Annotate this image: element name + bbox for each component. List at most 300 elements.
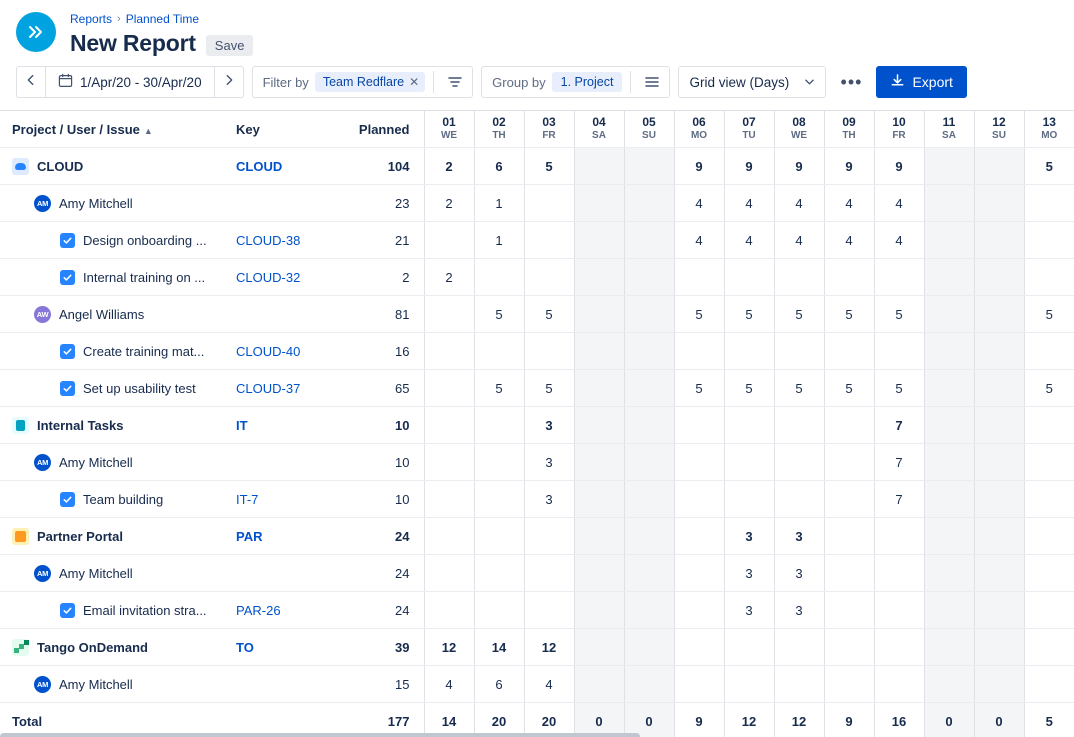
issue-key-link[interactable]: TO (236, 639, 254, 655)
issue-key-link[interactable]: CLOUD-32 (236, 269, 301, 285)
cell-key (228, 148, 314, 185)
close-icon[interactable]: ✕ (409, 75, 420, 89)
cell-day-04[interactable] (574, 518, 624, 555)
cell-day-06[interactable] (674, 555, 724, 592)
cell-day-07[interactable] (724, 259, 774, 296)
row-label-group (12, 639, 228, 656)
cell-key (228, 370, 314, 407)
cell-day-08[interactable]: 5 (774, 296, 824, 333)
cell-day-11[interactable] (924, 407, 974, 444)
issue-key-link[interactable]: IT-7 (236, 491, 259, 507)
cell-day-13[interactable] (1024, 444, 1074, 481)
cell-key (228, 518, 314, 555)
cell-day-03[interactable]: 5 (524, 370, 574, 407)
breadcrumb-reports-link[interactable]: Reports (70, 12, 113, 26)
cell-day-08[interactable]: 4 (774, 222, 824, 259)
cell-day-02[interactable]: 1 (474, 222, 524, 259)
cell-day-02[interactable] (474, 259, 524, 296)
view-mode-select[interactable] (678, 66, 826, 98)
cell-day-08[interactable]: 9 (774, 148, 824, 185)
filter-icon[interactable] (442, 69, 468, 95)
column-header-day-07 (724, 111, 774, 148)
cell-day-03[interactable] (524, 222, 574, 259)
cell-day-13[interactable] (1024, 185, 1074, 222)
total-day-02: 20 (474, 703, 524, 737)
cell-day-06[interactable] (674, 444, 724, 481)
cell-day-03[interactable]: 12 (524, 629, 574, 666)
cell-day-01[interactable] (424, 370, 474, 407)
task-icon (60, 344, 75, 359)
cell-day-09[interactable]: 4 (824, 222, 874, 259)
cell-day-09[interactable]: 9 (824, 148, 874, 185)
cell-day-03[interactable]: 3 (524, 407, 574, 444)
cell-planned: 2 (314, 259, 424, 296)
filter-chip-team-redflare[interactable] (315, 72, 425, 92)
cell-day-10[interactable]: 7 (874, 407, 924, 444)
cell-day-04[interactable] (574, 333, 624, 370)
horizontal-scrollbar-thumb[interactable] (0, 733, 640, 737)
cell-day-09[interactable] (824, 518, 874, 555)
cell-day-03[interactable] (524, 333, 574, 370)
cell-day-02[interactable]: 5 (474, 296, 524, 333)
cell-day-09[interactable] (824, 592, 874, 629)
cell-day-09[interactable] (824, 481, 874, 518)
cell-day-05[interactable] (624, 296, 674, 333)
cell-day-11[interactable] (924, 222, 974, 259)
day-weekday: FR (542, 130, 556, 141)
filter-by-control (252, 66, 474, 98)
cell-day-13[interactable]: 5 (1024, 148, 1074, 185)
cell-day-09[interactable] (824, 259, 874, 296)
cell-day-03[interactable]: 5 (524, 296, 574, 333)
cell-day-05[interactable] (624, 592, 674, 629)
row-label: Design onboarding ... (83, 232, 207, 248)
page-header (0, 0, 1074, 66)
cell-day-02[interactable]: 1 (474, 185, 524, 222)
cell-day-13[interactable] (1024, 666, 1074, 703)
table-row[interactable] (0, 259, 1074, 296)
next-period-button[interactable] (214, 66, 244, 98)
cell-day-04[interactable] (574, 666, 624, 703)
row-label-group (12, 306, 228, 323)
cell-day-10[interactable] (874, 629, 924, 666)
issue-key-link[interactable]: IT (236, 417, 248, 433)
row-label: Set up usability test (83, 380, 196, 396)
cell-day-10[interactable] (874, 592, 924, 629)
issue-key-link[interactable]: CLOUD-37 (236, 380, 301, 396)
project-to-icon (12, 639, 29, 656)
prev-period-button[interactable] (16, 66, 46, 98)
cell-day-04[interactable] (574, 259, 624, 296)
cell-day-01[interactable] (424, 333, 474, 370)
cell-planned: 21 (314, 222, 424, 259)
table-row[interactable] (0, 333, 1074, 370)
cell-day-04[interactable] (574, 370, 624, 407)
cell-day-03[interactable]: 3 (524, 481, 574, 518)
day-number: 01 (442, 115, 456, 129)
cell-day-10[interactable]: 7 (874, 444, 924, 481)
cell-day-07[interactable] (724, 407, 774, 444)
cell-day-06[interactable] (674, 481, 724, 518)
cell-day-10[interactable]: 4 (874, 185, 924, 222)
cell-day-06[interactable]: 4 (674, 185, 724, 222)
cell-day-10[interactable] (874, 518, 924, 555)
cell-day-08[interactable] (774, 407, 824, 444)
cell-day-09[interactable]: 5 (824, 296, 874, 333)
row-label: Team building (83, 491, 164, 507)
cell-day-05[interactable] (624, 555, 674, 592)
cell-day-12[interactable] (974, 555, 1024, 592)
table-row[interactable] (0, 592, 1074, 629)
cell-day-10[interactable] (874, 333, 924, 370)
cell-day-11[interactable] (924, 370, 974, 407)
table-row[interactable] (0, 666, 1074, 703)
table-row[interactable] (0, 481, 1074, 518)
cell-day-04[interactable] (574, 481, 624, 518)
issue-key-link[interactable]: PAR (236, 528, 263, 544)
cell-day-02[interactable]: 6 (474, 148, 524, 185)
cell-day-02[interactable] (474, 518, 524, 555)
day-weekday: WE (790, 130, 808, 141)
cell-day-13[interactable] (1024, 259, 1074, 296)
cell-day-11[interactable] (924, 592, 974, 629)
table-row[interactable] (0, 148, 1074, 185)
cell-day-01[interactable] (424, 518, 474, 555)
cell-day-08[interactable]: 5 (774, 370, 824, 407)
cell-day-07[interactable] (724, 444, 774, 481)
issue-key-link[interactable]: CLOUD (236, 158, 283, 174)
table-header (0, 111, 1074, 148)
table-row[interactable] (0, 222, 1074, 259)
cell-day-05[interactable] (624, 333, 674, 370)
cell-day-07[interactable]: 9 (724, 148, 774, 185)
cell-day-12[interactable] (974, 259, 1024, 296)
cell-day-07[interactable] (724, 333, 774, 370)
cell-day-13[interactable] (1024, 518, 1074, 555)
cell-day-08[interactable] (774, 259, 824, 296)
cell-day-12[interactable] (974, 518, 1024, 555)
cell-day-12[interactable] (974, 592, 1024, 629)
row-label-group (12, 454, 228, 471)
cell-day-10[interactable]: 9 (874, 148, 924, 185)
day-number: 07 (742, 115, 756, 129)
table-row[interactable] (0, 518, 1074, 555)
table-row[interactable] (0, 555, 1074, 592)
cell-day-01[interactable]: 4 (424, 666, 474, 703)
cell-day-05[interactable] (624, 259, 674, 296)
cell-day-02[interactable] (474, 333, 524, 370)
cell-day-02[interactable] (474, 481, 524, 518)
column-header-day-04 (574, 111, 624, 148)
cell-day-03[interactable] (524, 259, 574, 296)
cell-day-13[interactable] (1024, 407, 1074, 444)
cell-day-02[interactable]: 5 (474, 370, 524, 407)
cell-day-12[interactable] (974, 333, 1024, 370)
cell-name (0, 222, 228, 259)
day-number: 08 (792, 115, 806, 129)
cell-day-04[interactable] (574, 629, 624, 666)
more-options-button[interactable]: ••• (840, 71, 863, 92)
total-day-11: 0 (924, 703, 974, 737)
cell-day-03[interactable] (524, 185, 574, 222)
cell-day-02[interactable]: 14 (474, 629, 524, 666)
cell-day-06[interactable] (674, 518, 724, 555)
column-header-key[interactable]: Key (228, 111, 314, 148)
cell-day-05[interactable] (624, 185, 674, 222)
cell-day-07[interactable]: 3 (724, 555, 774, 592)
cell-day-07[interactable]: 3 (724, 518, 774, 555)
cell-day-13[interactable] (1024, 629, 1074, 666)
date-range-value: 1/Apr/20 - 30/Apr/20 (80, 74, 202, 90)
cell-day-05[interactable] (624, 629, 674, 666)
cell-day-11[interactable] (924, 481, 974, 518)
cell-day-13[interactable]: 5 (1024, 296, 1074, 333)
cell-day-06[interactable] (674, 666, 724, 703)
cell-day-01[interactable]: 12 (424, 629, 474, 666)
breadcrumb-planned-time-link[interactable]: Planned Time (125, 12, 200, 26)
task-icon (60, 233, 75, 248)
cell-day-03[interactable] (524, 518, 574, 555)
row-label-group (12, 270, 228, 285)
issue-key-link[interactable]: CLOUD-38 (236, 232, 301, 248)
cell-day-01[interactable] (424, 592, 474, 629)
day-number: 11 (942, 115, 956, 129)
column-header-day-03 (524, 111, 574, 148)
row-label: Amy Mitchell (59, 195, 133, 211)
cell-day-06[interactable]: 5 (674, 370, 724, 407)
cell-day-08[interactable]: 3 (774, 592, 824, 629)
cell-day-09[interactable] (824, 629, 874, 666)
issue-key-link[interactable]: CLOUD-40 (236, 343, 301, 359)
group-by-label: Group by (492, 74, 546, 90)
cell-key (228, 185, 314, 222)
cell-day-11[interactable] (924, 555, 974, 592)
cell-day-07[interactable]: 5 (724, 296, 774, 333)
cell-day-10[interactable] (874, 555, 924, 592)
cell-day-12[interactable] (974, 407, 1024, 444)
cell-day-01[interactable]: 2 (424, 185, 474, 222)
cell-day-06[interactable] (674, 333, 724, 370)
table-row[interactable] (0, 370, 1074, 407)
cell-day-01[interactable] (424, 407, 474, 444)
cell-day-09[interactable] (824, 555, 874, 592)
cell-key (228, 592, 314, 629)
cell-planned: 65 (314, 370, 424, 407)
cell-day-10[interactable]: 4 (874, 222, 924, 259)
cell-day-08[interactable]: 3 (774, 518, 824, 555)
cell-day-07[interactable]: 3 (724, 592, 774, 629)
day-weekday: SU (642, 130, 656, 141)
cell-day-06[interactable] (674, 407, 724, 444)
cell-day-07[interactable] (724, 666, 774, 703)
date-range-picker[interactable] (46, 66, 214, 98)
cell-day-12[interactable] (974, 296, 1024, 333)
row-label: Tango OnDemand (37, 639, 148, 655)
cell-day-11[interactable] (924, 333, 974, 370)
cell-day-05[interactable] (624, 148, 674, 185)
cell-day-12[interactable] (974, 222, 1024, 259)
day-weekday: TU (742, 130, 756, 141)
total-day-07: 12 (724, 703, 774, 737)
cell-day-02[interactable] (474, 592, 524, 629)
cell-day-07[interactable] (724, 629, 774, 666)
table-row[interactable] (0, 444, 1074, 481)
task-icon (60, 381, 75, 396)
cell-day-05[interactable] (624, 222, 674, 259)
cell-day-11[interactable] (924, 185, 974, 222)
cell-day-05[interactable] (624, 370, 674, 407)
cell-key (228, 333, 314, 370)
cell-day-12[interactable] (974, 444, 1024, 481)
cell-day-11[interactable] (924, 296, 974, 333)
cell-day-11[interactable] (924, 259, 974, 296)
cell-day-13[interactable] (1024, 592, 1074, 629)
cell-day-07[interactable]: 5 (724, 370, 774, 407)
cell-day-11[interactable] (924, 148, 974, 185)
cell-day-08[interactable] (774, 666, 824, 703)
cell-day-06[interactable]: 9 (674, 148, 724, 185)
table-row[interactable] (0, 629, 1074, 666)
cell-day-01[interactable]: 2 (424, 148, 474, 185)
table-row[interactable] (0, 296, 1074, 333)
cell-day-13[interactable] (1024, 555, 1074, 592)
avatar: AM (34, 676, 51, 693)
cell-day-02[interactable]: 6 (474, 666, 524, 703)
cell-day-12[interactable] (974, 666, 1024, 703)
cell-day-08[interactable] (774, 629, 824, 666)
cell-day-04[interactable] (574, 185, 624, 222)
cell-day-11[interactable] (924, 518, 974, 555)
cell-name (0, 333, 228, 370)
cell-day-08[interactable] (774, 444, 824, 481)
cell-day-01[interactable] (424, 444, 474, 481)
cell-day-03[interactable] (524, 592, 574, 629)
cell-day-10[interactable]: 7 (874, 481, 924, 518)
cell-day-13[interactable] (1024, 333, 1074, 370)
row-label-group (12, 381, 228, 396)
issue-key-link[interactable]: PAR-26 (236, 602, 281, 618)
cell-day-12[interactable] (974, 148, 1024, 185)
cell-day-03[interactable] (524, 555, 574, 592)
cell-day-09[interactable] (824, 666, 874, 703)
cell-day-13[interactable] (1024, 481, 1074, 518)
export-button[interactable] (876, 66, 966, 98)
cell-day-09[interactable]: 5 (824, 370, 874, 407)
horizontal-scrollbar[interactable] (0, 733, 1074, 737)
cell-day-04[interactable] (574, 296, 624, 333)
cell-day-05[interactable] (624, 518, 674, 555)
cell-day-07[interactable]: 4 (724, 222, 774, 259)
group-chip-project[interactable]: 1. Project (552, 72, 623, 92)
cell-day-04[interactable] (574, 407, 624, 444)
cell-day-12[interactable] (974, 185, 1024, 222)
cell-planned: 81 (314, 296, 424, 333)
column-header-planned[interactable]: Planned (314, 111, 424, 148)
cell-day-13[interactable] (1024, 222, 1074, 259)
cell-day-04[interactable] (574, 555, 624, 592)
cell-day-01[interactable] (424, 222, 474, 259)
cell-name (0, 259, 228, 296)
cell-day-01[interactable]: 2 (424, 259, 474, 296)
cell-day-03[interactable]: 4 (524, 666, 574, 703)
cell-day-08[interactable]: 4 (774, 185, 824, 222)
cell-day-09[interactable] (824, 444, 874, 481)
cell-day-11[interactable] (924, 629, 974, 666)
cell-day-02[interactable] (474, 444, 524, 481)
cell-day-04[interactable] (574, 444, 624, 481)
cell-day-05[interactable] (624, 481, 674, 518)
view-mode-value: Grid view (Days) (689, 74, 790, 90)
cell-day-06[interactable]: 4 (674, 222, 724, 259)
day-weekday: SA (942, 130, 956, 141)
cell-day-10[interactable]: 5 (874, 296, 924, 333)
project-par-icon (12, 528, 29, 545)
cell-day-12[interactable] (974, 370, 1024, 407)
cell-day-08[interactable] (774, 481, 824, 518)
day-number: 09 (842, 115, 856, 129)
cell-day-05[interactable] (624, 444, 674, 481)
cell-day-10[interactable] (874, 259, 924, 296)
cell-day-13[interactable]: 5 (1024, 370, 1074, 407)
row-label: Amy Mitchell (59, 454, 133, 470)
day-number: 06 (692, 115, 706, 129)
cell-day-12[interactable] (974, 481, 1024, 518)
cell-day-03[interactable]: 5 (524, 148, 574, 185)
total-day-05: 0 (624, 703, 674, 737)
cell-day-10[interactable]: 5 (874, 370, 924, 407)
table-body (0, 148, 1074, 737)
day-weekday: WE (440, 130, 458, 141)
cell-day-07[interactable] (724, 481, 774, 518)
cell-day-09[interactable] (824, 333, 874, 370)
cell-key (228, 444, 314, 481)
cell-day-06[interactable]: 5 (674, 296, 724, 333)
cell-day-05[interactable] (624, 666, 674, 703)
cell-day-12[interactable] (974, 629, 1024, 666)
cell-day-03[interactable]: 3 (524, 444, 574, 481)
cell-day-08[interactable]: 3 (774, 555, 824, 592)
cell-day-04[interactable] (574, 148, 624, 185)
cell-day-05[interactable] (624, 407, 674, 444)
cell-day-08[interactable] (774, 333, 824, 370)
cell-day-11[interactable] (924, 444, 974, 481)
cell-day-01[interactable] (424, 481, 474, 518)
table-row[interactable] (0, 185, 1074, 222)
cell-day-01[interactable] (424, 296, 474, 333)
list-icon[interactable] (639, 69, 665, 95)
table-row[interactable] (0, 407, 1074, 444)
column-header-name[interactable] (0, 111, 228, 148)
cell-day-02[interactable] (474, 555, 524, 592)
save-button[interactable]: Save (206, 35, 254, 56)
cell-day-01[interactable] (424, 555, 474, 592)
cell-day-07[interactable]: 4 (724, 185, 774, 222)
column-header-day-10 (874, 111, 924, 148)
avatar: AW (34, 306, 51, 323)
cell-day-09[interactable] (824, 407, 874, 444)
cell-day-06[interactable] (674, 259, 724, 296)
cell-day-06[interactable] (674, 629, 724, 666)
cell-day-10[interactable] (874, 666, 924, 703)
cell-day-09[interactable]: 4 (824, 185, 874, 222)
cell-day-02[interactable] (474, 407, 524, 444)
cell-day-04[interactable] (574, 592, 624, 629)
cell-day-11[interactable] (924, 666, 974, 703)
cell-day-06[interactable] (674, 592, 724, 629)
cell-day-04[interactable] (574, 222, 624, 259)
date-range-group (16, 66, 244, 98)
task-icon (60, 270, 75, 285)
